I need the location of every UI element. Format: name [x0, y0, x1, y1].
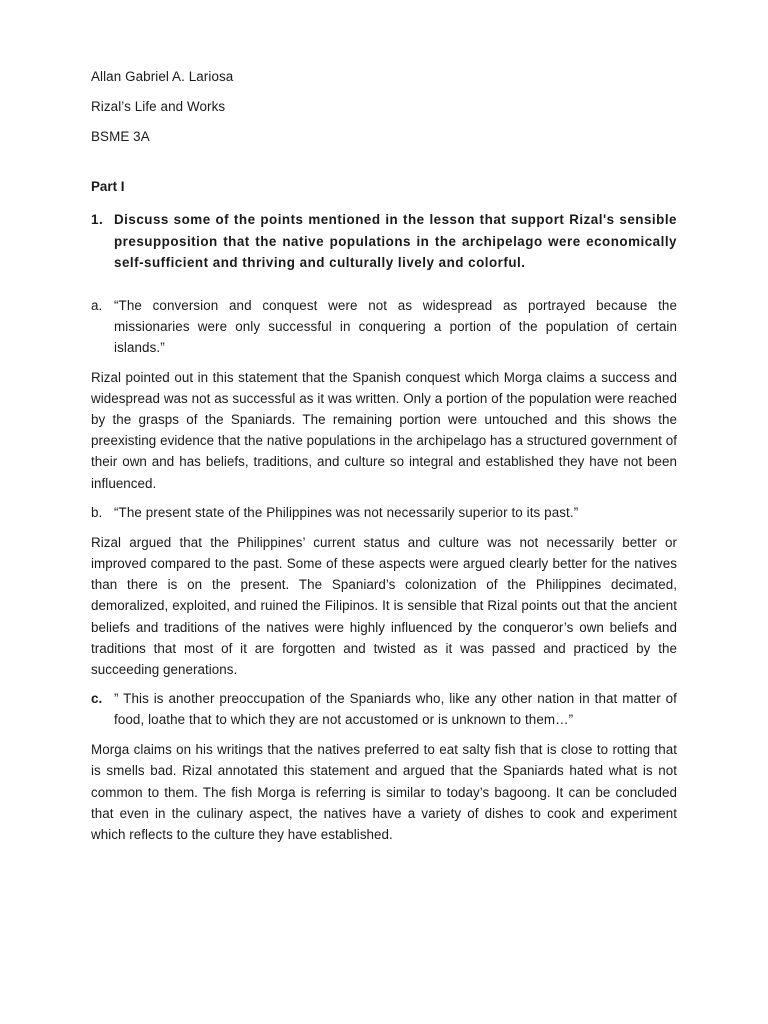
item-marker: c. [91, 691, 103, 707]
item-quote: ” This is another preoccupation of the Spaniards who, like any other nation in that matter of food, loathe that to which they are not accustomed or is unknown to them…” [114, 691, 677, 728]
item-answer: Rizal pointed out in this statement that the Spanish conquest which Morga claims a success and widespread was not as successful as it was written. Only a portion of the population were reached by the grasps of the Spaniards. The remaining portion were untouched and this shows the preexisting evidence that the native populations in the archipelago has a structured government of their own and has beliefs, traditions, and culture so integral and established they have not been influenced. [91, 369, 677, 491]
question-1 [91, 209, 677, 274]
document-page [91, 68, 677, 853]
author-name: Allan Gabriel A. Lariosa [91, 69, 234, 84]
item-answer: Rizal argued that the Philippines’ current status and culture was not necessarily better or improved compared to the past. Some of these aspects were argued clearly better for the natives than there is on the present. The Spaniard’s colonization of the Philippines decimated, demoralized, exploited, and ruined the Filipinos. It is sensible that Rizal points out that the ancient beliefs and traditions of the natives were highly influenced by the conqueror’s own beliefs and traditions that most of it are forgotten and twisted as it was passed and practiced by the succeeding generations. [91, 534, 677, 677]
course-title: Rizal’s Life and Works [91, 99, 226, 114]
item-quote: “The conversion and conquest were not as widespread as portrayed because the missionaries were only successful in conquering a portion of the population of certain islands.” [114, 297, 677, 355]
item-b [91, 502, 677, 523]
question-number: 1. [91, 212, 104, 227]
item-a [91, 295, 677, 358]
item-marker: a. [91, 297, 103, 313]
question-text: Discuss some of the points mentioned in the lesson that support Rizal's sensible presupposition that the native populations in the archipelago were economically self-sufficient and thriving and culturally lively and colorful. [114, 212, 677, 270]
item-answer: Morga claims on his writings that the natives preferred to eat salty fish that is close to rotting that is smells bad. Rizal annotated this statement and argued that the Spaniards hated what is not common to them. The fish Morga is referring is similar to today’s bagoong. It can be concluded that even in the culinary aspect, the natives have a variety of dishes to cook and experiment which reflects to the culture they have established. [91, 742, 677, 842]
part-heading: Part I [91, 179, 125, 194]
item-c [91, 688, 677, 730]
item-marker: b. [91, 504, 103, 520]
section-label: BSME 3A [91, 129, 150, 144]
item-quote: “The present state of the Philippines was not necessarily superior to its past.” [114, 504, 579, 520]
